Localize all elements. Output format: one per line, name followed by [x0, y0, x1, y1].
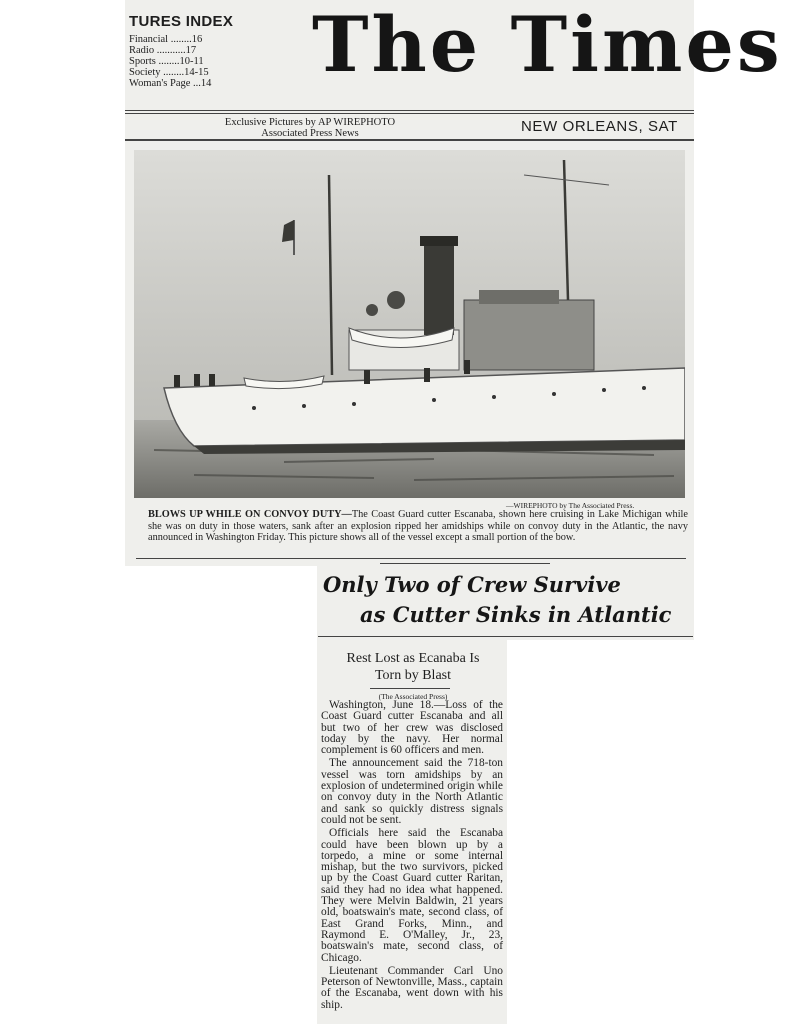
escanaba-cutter-image — [134, 150, 685, 498]
caption-body: The Coast Guard cutter Escanaba, shown here cruising in Lake Michigan while she was on duty in those waters, sank after an explosion ripped her amidships while on convoy duty in the Atlantic, the navy announced in Washington Friday. This picture shows all of the vessel except a small portion of the bow. — [148, 509, 688, 543]
article-source: (The Associated Press) — [378, 692, 448, 701]
index-entry-financial: Financial ........16 — [129, 34, 203, 45]
index-entry-society: Society ........14-15 — [129, 67, 209, 78]
index-entry-sports: Sports ........10-11 — [129, 56, 204, 67]
masthead-rule-top — [125, 110, 694, 111]
article-paragraph: Officials here said the Escanaba could have been blown up by a torpedo, a mine or some internal mishap, but the two survivors, picked up by the Coast Guard cutter Raritan, said they had no idea what happened. They were Melvin Baldwin, 21 years old, boatswain's mate, second class, of East Grand Forks, Minn., and Raymond E. O'Malley, Jr., 23, boatswain's mate, second class, of Chicago. — [321, 827, 503, 964]
dateline: NEW ORLEANS, SAT — [521, 118, 678, 135]
article-body — [321, 700, 503, 1013]
headline-rule-top — [380, 563, 550, 564]
wirephoto-note-line2: Associated Press News — [261, 128, 359, 139]
headline-line1: Only Two of Crew Survive — [323, 572, 621, 597]
features-index-title: TURES INDEX — [129, 13, 234, 30]
index-entry-womans-page: Woman's Page ...14 — [129, 78, 212, 89]
article-paragraph: The announcement said the 718-ton vessel was torn amidships by an explosion of undetermined origin while on convoy duty in the North Atlantic and sank so quickly distress signals could not be sent. — [321, 757, 503, 826]
caption-rule — [136, 558, 686, 559]
index-entry-radio: Radio ...........17 — [129, 45, 197, 56]
subhead-rule — [370, 688, 450, 689]
ship-photograph — [134, 150, 685, 498]
masthead-rule-top-2 — [125, 113, 694, 114]
caption-lead: BLOWS UP WHILE ON CONVOY DUTY— — [148, 509, 352, 520]
article-paragraph: Washington, June 18.—Loss of the Coast Guard cutter Escanaba and all but two of her crew was disclosed today by the navy. Her normal complement is 60 officers and men. — [321, 699, 503, 757]
article-paragraph: Lieutenant Commander Carl Uno Peterson of Newtonville, Mass., captain of the Escanaba, went down with his ship. — [321, 964, 503, 1011]
subhead-line1: Rest Lost as Ecanaba Is — [346, 651, 480, 666]
wirephoto-note — [195, 117, 425, 139]
wirephoto-note-line1: Exclusive Pictures by AP WIREPHOTO — [224, 117, 396, 128]
headline-line2: as Cutter Sinks in Atlantic — [360, 602, 672, 627]
subhead-line2: Torn by Blast — [374, 668, 451, 683]
photo-credit: —WIREPHOTO by The Associated Press. — [506, 501, 635, 510]
photo-caption — [148, 509, 688, 544]
newspaper-nameplate: The Times — [312, 0, 783, 89]
headline-rule-bottom — [318, 636, 693, 637]
masthead-rule-bottom — [125, 139, 694, 141]
